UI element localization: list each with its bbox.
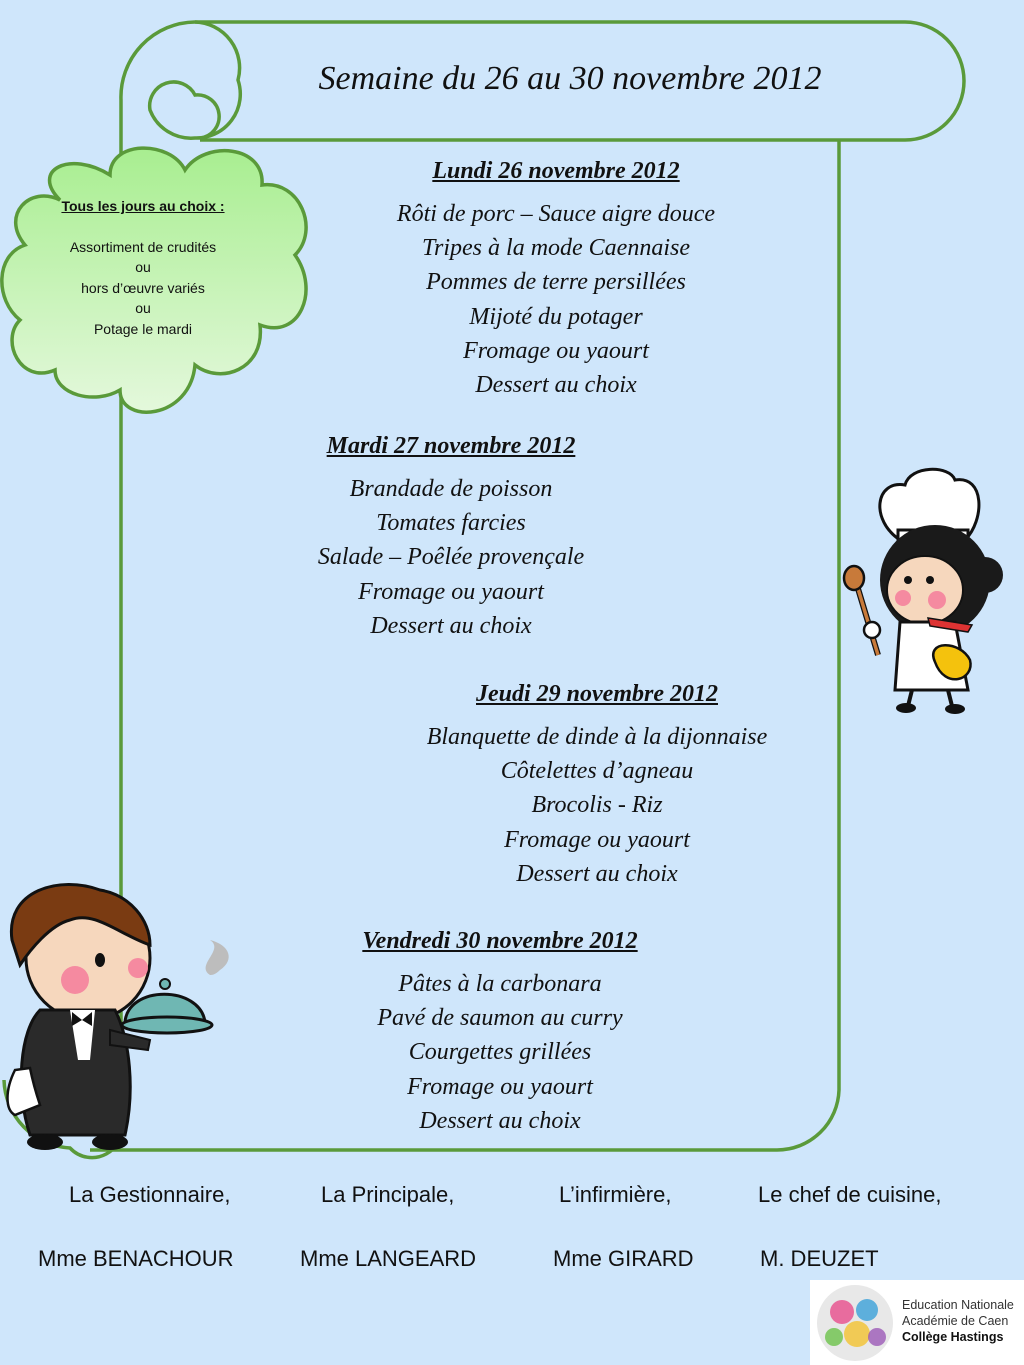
dish: Fromage ou yaourt [407,1073,593,1100]
signature-name: Mme LANGEARD [300,1246,477,1271]
dish: Pâtes à la carbonara [398,971,602,997]
daily-choice-line: Assortiment de crudités [69,238,217,255]
dish: Tomates farcies [376,510,526,537]
day-menu-friday [300,928,700,1138]
dish: Tripes à la mode Caennaise [422,235,690,262]
signature-name: Mme BENACHOUR [38,1246,234,1271]
dish: Pommes de terre persillées [426,269,686,296]
day-heading: Lundi 26 novembre 2012 [432,158,680,184]
day-heading: Jeudi 29 novembre 2012 [476,681,718,707]
logo-line: Académie de Caen [902,1314,1009,1328]
dish: Blanquette de dinde à la dijonnaise [426,724,768,750]
school-emblem-icon [812,1282,898,1364]
dish: Dessert au choix [370,612,532,639]
waiter-illustration [8,884,229,1150]
dish: Brandade de poisson [349,476,553,502]
signature-role: Le chef de cuisine, [758,1182,942,1207]
page-title: Semaine du 26 au 30 novembre 2012 [318,60,822,97]
signature-role: La Principale, [321,1182,455,1207]
dish: Salade – Poêlée provençale [317,544,585,571]
signature-name: M. DEUZET [760,1246,879,1271]
day-heading: Mardi 27 novembre 2012 [326,433,576,459]
day-menu-monday [356,158,756,402]
daily-choice-note [40,196,246,339]
dish: Brocolis - Riz [531,792,663,819]
day-heading: Vendredi 30 novembre 2012 [362,928,638,954]
dish: Rôti de porc – Sauce aigre douce [396,201,716,227]
daily-choice-line: ou [135,259,151,275]
chef-illustration [844,469,1003,714]
dish: Mijoté du potager [469,303,643,330]
signature-role: L’infirmière, [559,1182,672,1207]
day-menu-thursday [397,681,797,891]
day-menu-tuesday [281,433,621,643]
logo-line: Education Nationale [902,1298,1014,1312]
school-logo-text [902,1297,1014,1345]
dish: Dessert au choix [516,860,678,887]
dish: Courgettes grillées [408,1039,592,1066]
daily-choice-line: ou [135,300,151,316]
signature-role: La Gestionnaire, [69,1182,231,1207]
dish: Côtelettes d’agneau [500,758,694,785]
dish: Fromage ou yaourt [463,337,649,364]
dish: Dessert au choix [475,372,637,399]
signature-name: Mme GIRARD [553,1246,694,1271]
daily-choice-line: hors d’œuvre variés [81,279,205,296]
dish: Dessert au choix [419,1107,581,1134]
logo-line: Collège Hastings [902,1330,1004,1344]
dish: Fromage ou yaourt [504,826,690,853]
dish: Fromage ou yaourt [358,578,544,605]
dish: Pavé de saumon au curry [377,1005,623,1032]
daily-choice-line: Potage le mardi [93,320,193,337]
daily-choice-heading: Tous les jours au choix : [61,198,225,214]
